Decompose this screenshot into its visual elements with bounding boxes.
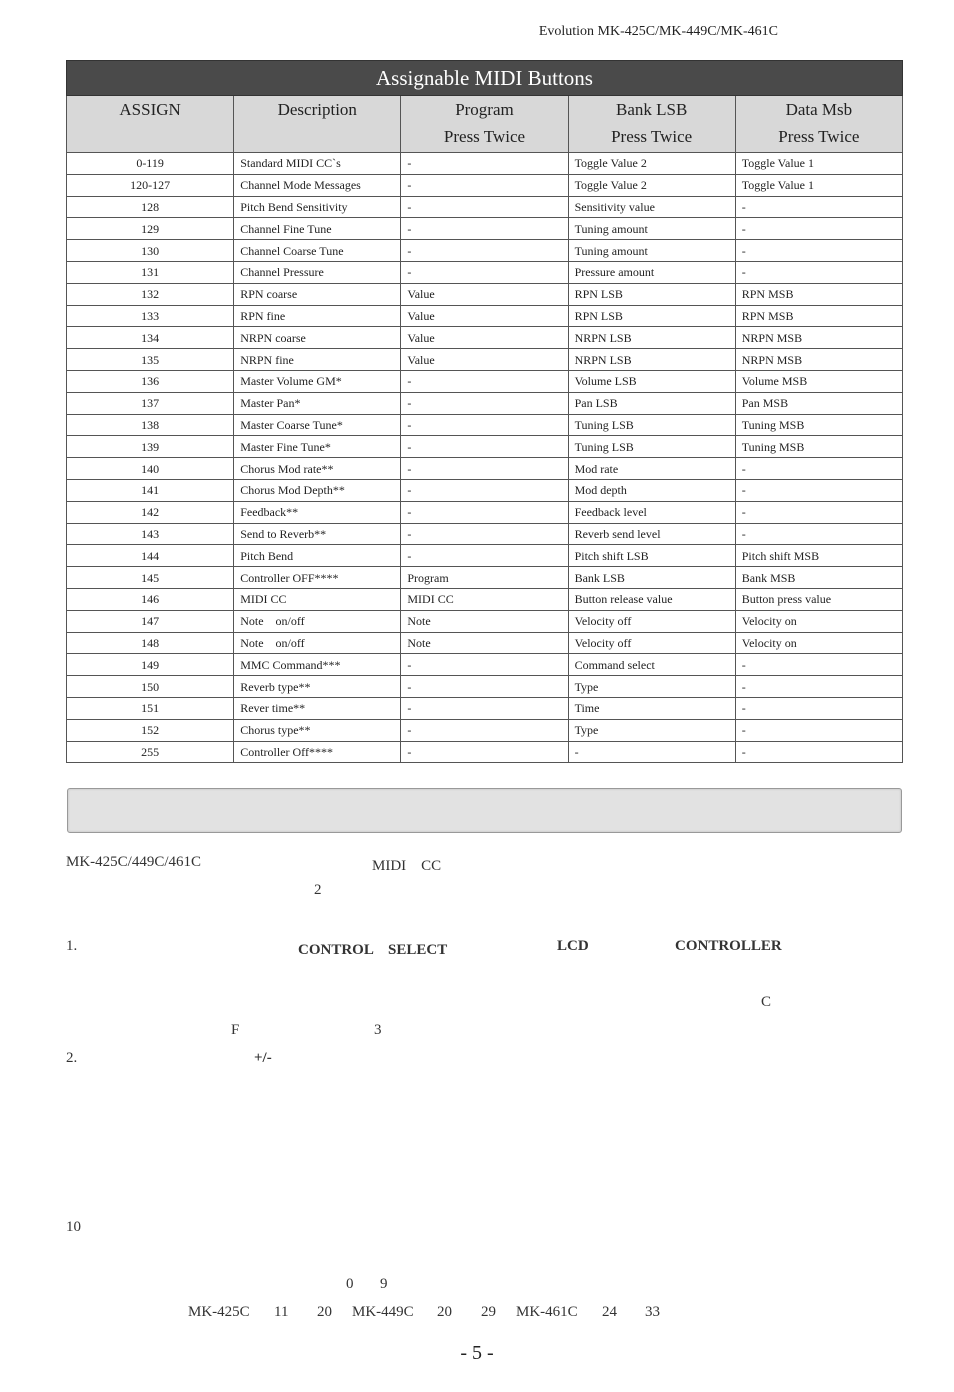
assign-cell: 0-119 xyxy=(67,153,234,175)
table-row xyxy=(67,436,903,458)
description-cell: Reverb type** xyxy=(234,676,401,698)
bank-lsb-cell: Velocity off xyxy=(568,632,735,654)
table-row xyxy=(67,676,903,698)
bank-lsb-cell: Toggle Value 2 xyxy=(568,174,735,196)
description-cell: Chorus type** xyxy=(234,719,401,741)
assign-cell: 133 xyxy=(67,305,234,327)
table-row xyxy=(67,545,903,567)
program-cell: - xyxy=(401,196,568,218)
assign-cell: 145 xyxy=(67,567,234,589)
bank-lsb-cell: Tuning LSB xyxy=(568,414,735,436)
description-cell: Standard MIDI CC`s xyxy=(234,153,401,175)
table-title: Assignable MIDI Buttons xyxy=(67,61,903,96)
range-11-text: 11 xyxy=(274,1304,289,1320)
column-header-data-msb: Data Msb Press Twice xyxy=(735,96,902,153)
data-msb-cell: - xyxy=(735,218,902,240)
assign-cell: 140 xyxy=(67,458,234,480)
plus-minus-label: +/- xyxy=(254,1050,272,1066)
document-header-title: Evolution MK-425C/MK-449C/MK-461C xyxy=(538,24,778,39)
program-cell: - xyxy=(401,654,568,676)
assign-cell: 137 xyxy=(67,392,234,414)
program-cell: - xyxy=(401,370,568,392)
data-msb-cell: Tuning MSB xyxy=(735,436,902,458)
program-cell: - xyxy=(401,414,568,436)
bank-lsb-cell: Command select xyxy=(568,654,735,676)
table-row xyxy=(67,414,903,436)
assign-cell: 138 xyxy=(67,414,234,436)
table-row xyxy=(67,327,903,349)
description-cell: Master Coarse Tune* xyxy=(234,414,401,436)
table-row xyxy=(67,523,903,545)
description-cell: NRPN coarse xyxy=(234,327,401,349)
table-row xyxy=(67,305,903,327)
description-cell: Channel Fine Tune xyxy=(234,218,401,240)
description-cell: Channel Mode Messages xyxy=(234,174,401,196)
letter-c-text: C xyxy=(761,994,772,1010)
data-msb-cell: Volume MSB xyxy=(735,370,902,392)
description-cell: Note on/off xyxy=(234,632,401,654)
number-nine-text: 9 xyxy=(380,1276,388,1292)
description-cell: RPN coarse xyxy=(234,283,401,305)
assign-cell: 142 xyxy=(67,501,234,523)
bank-lsb-cell: Tuning amount xyxy=(568,218,735,240)
number-ten-text: 10 xyxy=(66,1219,81,1235)
assign-cell: 152 xyxy=(67,719,234,741)
description-cell: RPN fine xyxy=(234,305,401,327)
program-cell: Value xyxy=(401,349,568,371)
table-row xyxy=(67,741,903,763)
number-two-text: 2 xyxy=(314,882,322,898)
assign-cell: 151 xyxy=(67,697,234,719)
description-cell: NRPN fine xyxy=(234,349,401,371)
midi-cc-text: MIDI CC xyxy=(372,858,442,874)
data-msb-cell: - xyxy=(735,196,902,218)
assign-cell: 143 xyxy=(67,523,234,545)
data-msb-cell: Pan MSB xyxy=(735,392,902,414)
bank-lsb-cell: Toggle Value 2 xyxy=(568,153,735,175)
data-msb-cell: RPN MSB xyxy=(735,283,902,305)
bank-lsb-cell: Tuning amount xyxy=(568,240,735,262)
assign-cell: 255 xyxy=(67,741,234,763)
program-cell: Note xyxy=(401,610,568,632)
description-cell: Feedback** xyxy=(234,501,401,523)
range-24-text: 24 xyxy=(602,1304,617,1320)
description-cell: Controller OFF**** xyxy=(234,567,401,589)
table-row xyxy=(67,567,903,589)
description-cell: Master Volume GM* xyxy=(234,370,401,392)
data-msb-cell: - xyxy=(735,741,902,763)
description-cell: Rever time** xyxy=(234,697,401,719)
assign-cell: 129 xyxy=(67,218,234,240)
table-row xyxy=(67,392,903,414)
data-msb-cell: - xyxy=(735,523,902,545)
table-row xyxy=(67,501,903,523)
bank-lsb-cell: Type xyxy=(568,719,735,741)
description-cell: Pitch Bend xyxy=(234,545,401,567)
bank-lsb-cell: Feedback level xyxy=(568,501,735,523)
description-cell: Channel Pressure xyxy=(234,261,401,283)
description-cell: Note on/off xyxy=(234,610,401,632)
program-cell: - xyxy=(401,719,568,741)
lcd-label: LCD xyxy=(557,938,589,954)
data-msb-cell: Bank MSB xyxy=(735,567,902,589)
data-msb-cell: Toggle Value 1 xyxy=(735,153,902,175)
data-msb-cell: Tuning MSB xyxy=(735,414,902,436)
data-msb-cell: NRPN MSB xyxy=(735,349,902,371)
assign-cell: 131 xyxy=(67,261,234,283)
table-row xyxy=(67,370,903,392)
assignable-midi-buttons-table xyxy=(66,60,903,763)
section-heading-box xyxy=(67,788,902,833)
data-msb-cell: - xyxy=(735,240,902,262)
program-cell: - xyxy=(401,174,568,196)
description-cell: Controller Off**** xyxy=(234,741,401,763)
data-msb-cell: Button press value xyxy=(735,588,902,610)
table-row xyxy=(67,349,903,371)
table-row xyxy=(67,719,903,741)
column-header-program: Program Press Twice xyxy=(401,96,568,153)
assign-cell: 135 xyxy=(67,349,234,371)
program-cell: - xyxy=(401,741,568,763)
program-cell: - xyxy=(401,458,568,480)
program-cell: - xyxy=(401,392,568,414)
bank-lsb-cell: Reverb send level xyxy=(568,523,735,545)
assign-cell: 132 xyxy=(67,283,234,305)
bank-lsb-cell: - xyxy=(568,741,735,763)
data-msb-cell: - xyxy=(735,719,902,741)
bank-lsb-cell: Mod rate xyxy=(568,458,735,480)
bank-lsb-cell: RPN LSB xyxy=(568,283,735,305)
assign-cell: 148 xyxy=(67,632,234,654)
assign-cell: 130 xyxy=(67,240,234,262)
data-msb-cell: - xyxy=(735,697,902,719)
program-cell: - xyxy=(401,479,568,501)
mk425c-text: MK-425C xyxy=(188,1304,250,1320)
data-msb-cell: RPN MSB xyxy=(735,305,902,327)
table-row xyxy=(67,174,903,196)
bank-lsb-cell: Mod depth xyxy=(568,479,735,501)
assign-cell: 128 xyxy=(67,196,234,218)
models-text: MK-425C/449C/461C xyxy=(66,854,202,870)
program-cell: Note xyxy=(401,632,568,654)
table-row xyxy=(67,479,903,501)
table-row xyxy=(67,654,903,676)
table-row xyxy=(67,458,903,480)
table-row xyxy=(67,153,903,175)
table-row xyxy=(67,283,903,305)
data-msb-cell: Velocity on xyxy=(735,632,902,654)
program-cell: - xyxy=(401,697,568,719)
assign-cell: 120-127 xyxy=(67,174,234,196)
assign-cell: 149 xyxy=(67,654,234,676)
step-2-number: 2. xyxy=(66,1050,78,1066)
range-20a-text: 20 xyxy=(317,1304,332,1320)
program-cell: - xyxy=(401,676,568,698)
letter-f-text: F xyxy=(231,1022,240,1038)
description-cell: MMC Command*** xyxy=(234,654,401,676)
mk449c-text: MK-449C xyxy=(352,1304,414,1320)
assign-cell: 141 xyxy=(67,479,234,501)
bank-lsb-cell: Pan LSB xyxy=(568,392,735,414)
data-msb-cell: - xyxy=(735,261,902,283)
data-msb-cell: - xyxy=(735,458,902,480)
table-row xyxy=(67,261,903,283)
bank-lsb-cell: Sensitivity value xyxy=(568,196,735,218)
program-cell: - xyxy=(401,523,568,545)
assign-cell: 144 xyxy=(67,545,234,567)
description-cell: MIDI CC xyxy=(234,588,401,610)
page-number: - 5 - xyxy=(460,1342,494,1364)
description-cell: Master Pan* xyxy=(234,392,401,414)
program-cell: - xyxy=(401,240,568,262)
program-cell: - xyxy=(401,153,568,175)
assign-cell: 150 xyxy=(67,676,234,698)
column-header-bank-lsb: Bank LSB Press Twice xyxy=(568,96,735,153)
table-row xyxy=(67,632,903,654)
data-msb-cell: NRPN MSB xyxy=(735,327,902,349)
table-row xyxy=(67,218,903,240)
number-three-text: 3 xyxy=(374,1022,382,1038)
bank-lsb-cell: Type xyxy=(568,676,735,698)
mk461c-text: MK-461C xyxy=(516,1304,578,1320)
program-cell: - xyxy=(401,545,568,567)
table-row xyxy=(67,240,903,262)
step-1-number: 1. xyxy=(66,938,78,954)
bank-lsb-cell: NRPN LSB xyxy=(568,349,735,371)
program-cell: Value xyxy=(401,305,568,327)
data-msb-cell: - xyxy=(735,501,902,523)
control-select-label: CONTROL SELECT xyxy=(298,942,448,958)
bank-lsb-cell: Volume LSB xyxy=(568,370,735,392)
table-row xyxy=(67,697,903,719)
assign-cell: 147 xyxy=(67,610,234,632)
assign-cell: 146 xyxy=(67,588,234,610)
number-zero-text: 0 xyxy=(346,1276,354,1292)
program-cell: - xyxy=(401,501,568,523)
range-29-text: 29 xyxy=(481,1304,496,1320)
program-cell: - xyxy=(401,218,568,240)
assign-cell: 136 xyxy=(67,370,234,392)
program-cell: Value xyxy=(401,283,568,305)
assign-cell: 134 xyxy=(67,327,234,349)
data-msb-cell: - xyxy=(735,479,902,501)
description-cell: Master Fine Tune* xyxy=(234,436,401,458)
table-column-headers xyxy=(67,96,903,153)
data-msb-cell: Pitch shift MSB xyxy=(735,545,902,567)
controller-label: CONTROLLER xyxy=(675,938,782,954)
program-cell: MIDI CC xyxy=(401,588,568,610)
data-msb-cell: - xyxy=(735,676,902,698)
description-cell: Pitch Bend Sensitivity xyxy=(234,196,401,218)
table-row xyxy=(67,610,903,632)
bank-lsb-cell: Pressure amount xyxy=(568,261,735,283)
bank-lsb-cell: RPN LSB xyxy=(568,305,735,327)
range-20b-text: 20 xyxy=(437,1304,452,1320)
bank-lsb-cell: Tuning LSB xyxy=(568,436,735,458)
description-cell: Channel Coarse Tune xyxy=(234,240,401,262)
bank-lsb-cell: NRPN LSB xyxy=(568,327,735,349)
bank-lsb-cell: Velocity off xyxy=(568,610,735,632)
range-33-text: 33 xyxy=(645,1304,660,1320)
assign-cell: 139 xyxy=(67,436,234,458)
description-cell: Chorus Mod rate** xyxy=(234,458,401,480)
table-row xyxy=(67,196,903,218)
table-row xyxy=(67,588,903,610)
program-cell: - xyxy=(401,261,568,283)
bank-lsb-cell: Bank LSB xyxy=(568,567,735,589)
bank-lsb-cell: Button release value xyxy=(568,588,735,610)
data-msb-cell: Velocity on xyxy=(735,610,902,632)
description-cell: Chorus Mod Depth** xyxy=(234,479,401,501)
column-header-assign: ASSIGN xyxy=(67,96,234,153)
data-msb-cell: Toggle Value 1 xyxy=(735,174,902,196)
column-header-description: Description xyxy=(234,96,401,153)
program-cell: Program xyxy=(401,567,568,589)
bank-lsb-cell: Pitch shift LSB xyxy=(568,545,735,567)
program-cell: Value xyxy=(401,327,568,349)
bank-lsb-cell: Time xyxy=(568,697,735,719)
program-cell: - xyxy=(401,436,568,458)
description-cell: Send to Reverb** xyxy=(234,523,401,545)
data-msb-cell: - xyxy=(735,654,902,676)
